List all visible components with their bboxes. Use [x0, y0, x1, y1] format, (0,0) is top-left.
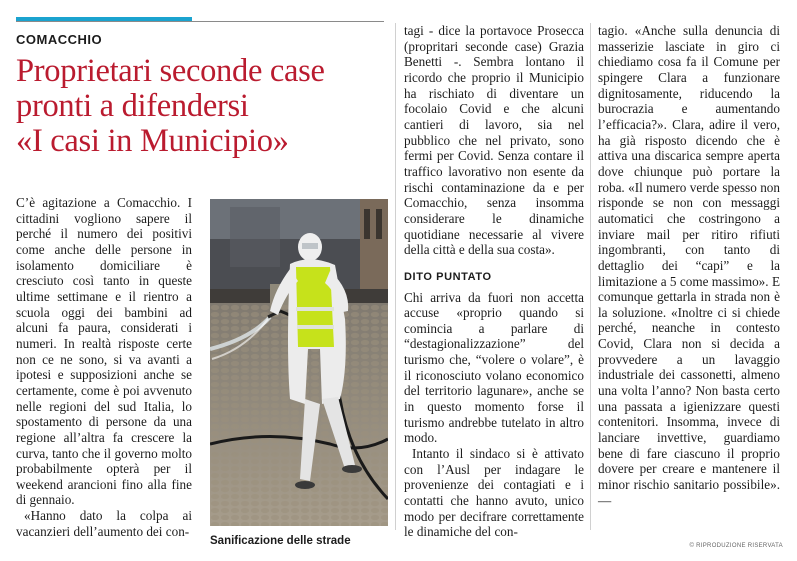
- headline: [16, 54, 391, 159]
- copyright-notice: © RIPRODUZIONE RISERVATA: [689, 543, 783, 549]
- paragraph: «Hanno dato la colpa ai vacanzieri dell’aumento dei con-: [16, 508, 192, 539]
- headline-line-3: «I casi in Municipio»: [16, 123, 289, 159]
- headline-line-2: pronti a difendersi: [16, 88, 249, 124]
- column-divider: [590, 23, 591, 530]
- paragraph: tagi - dice la portavoce Prosecca (propritari seconde case) Grazia Benetti -. Sembra lontano il ricordo che proprio il Municipio ha rischiato di diventare un focolaio Covid e che alcuni cantieri di lavoro, sia nel pubblico che nel privato, sono fermi per Covid. Senza contare il traffico lavorativo non esente da rischi contaminazione da e per Comacchio, senza insomma considerare le dinamiche quotidiane necessarie al vivere della città e della sua costa».: [404, 23, 584, 258]
- photo-caption: Sanificazione delle strade: [210, 535, 351, 547]
- column-divider: [395, 23, 396, 530]
- paragraph: Intanto il sindaco si è attivato con l’Ausl per indagare le provenienze dei contagiati e i contatti che hanno avuto, unico modo per decifrare correttamente le dinamiche del con-: [404, 446, 584, 540]
- headline-line-1: Proprietari seconde case: [16, 53, 325, 89]
- section-rule: [16, 21, 384, 22]
- paragraph: C’è agitazione a Comacchio. I cittadini vogliono sapere il perché il numero dei positivi come anche delle persone in isolamento domiciliare è cresciuto così tanto in queste ultime settimane e il rientro a scuola oggi dei bambini ad alcuni fa paura, considerati i numeri. In realtà risposte certe non ce ne sono, si va avanti a ipotesi e supposizioni anche se certamente, come è poi avvenuto nelle regioni del sud Italia, lo spostamento di persone da una regione all’altra fa crescere la curva, tanto che il governo molto probabilmente opterà per il weekend arancioni fino alla fine di gennaio.: [16, 195, 192, 508]
- article-column-1: [16, 195, 192, 539]
- article-column-2: [404, 23, 584, 540]
- article-column-3: [598, 23, 780, 508]
- paragraph: tagio. «Anche sulla denuncia di masserizie lasciate in giro ci chiediamo cosa fa il Comune per spingere Clara a funzionare dignitosamente, riducendo la burocrazia e aumentando l’efficacia?». Clara, adire il vero, ha già risposto dicendo che è attiva una discarica sempre aperta dove chiunque può portare la roba. «Il numero verde spesso non risponde se non con messaggi automatici che costringono a inviare mail per ritiro rifiuti ingombranti, con tanto di dettaglio dei “capi” e la limitazione a 5 come massimo». E comunque gettarla in strada non è la soluzione. «Inoltre ci si chiede perché, neanche in contesto Covid, Clara non si decida a provvedere a un lavaggio industriale dei cassonetti, almeno una volta l’anno? Non basta certo una passata a igienizzare questi contenitori. Insomma, invece di lanciare invettive, guardiamo bene di fare ciascuno il proprio dovere per creare e mantenere il minor rischio sanitario possibile». —: [598, 23, 780, 508]
- news-photo: [210, 199, 388, 526]
- subheading: DITO PUNTATO: [404, 270, 492, 283]
- section-label: COMACCHIO: [16, 32, 103, 47]
- paragraph: Chi arriva da fuori non accetta accuse «proprio quando si comincia a parlare di “destagionalizzazione” del turismo che, “volere o volare”, è il riconosciuto volano economico del territorio lagunare», anche se in questo momento forse il turismo andrebbe tutelato in altro modo.: [404, 289, 584, 446]
